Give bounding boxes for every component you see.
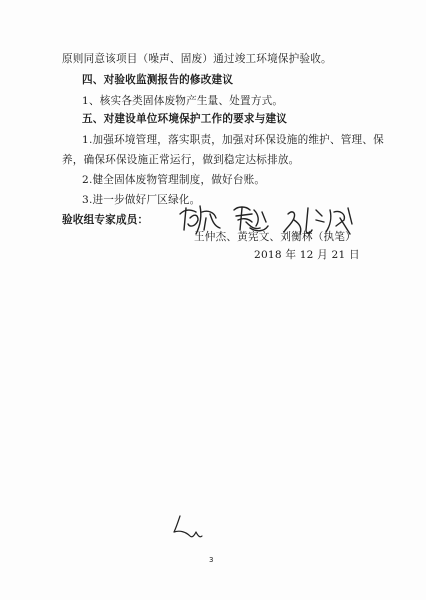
paragraph-line: 2.健全固体废物管理制度，做好台账。 [82,174,266,186]
pen-mark [166,510,206,542]
signature-names: 王仲杰、黄宪文、刘衡林（执笔） [194,231,356,243]
document-date: 2018 年 12 月 21 日 [254,249,360,261]
section-heading: 五、对建设单位环境保护工作的要求与建议 [82,113,288,125]
paragraph-line: 原则同意该项目（噪声、固废）通过竣工环境保护验收。 [62,53,332,65]
section-heading: 四、对验收监测报告的修改建议 [82,74,234,86]
paragraph-line: 养，确保环保设施正常运行，做到稳定达标排放。 [62,154,300,166]
signature-label: 验收组专家成员： [62,214,149,226]
paragraph-line: 1.加强环境管理，落实职责，加强对环保设施的维护、管理、保 [82,134,384,146]
paragraph-line: 1、核实各类固体废物产生量、处置方式。 [82,95,284,107]
paragraph-line: 3.进一步做好厂区绿化。 [82,194,201,206]
page-number: 3 [209,556,214,564]
